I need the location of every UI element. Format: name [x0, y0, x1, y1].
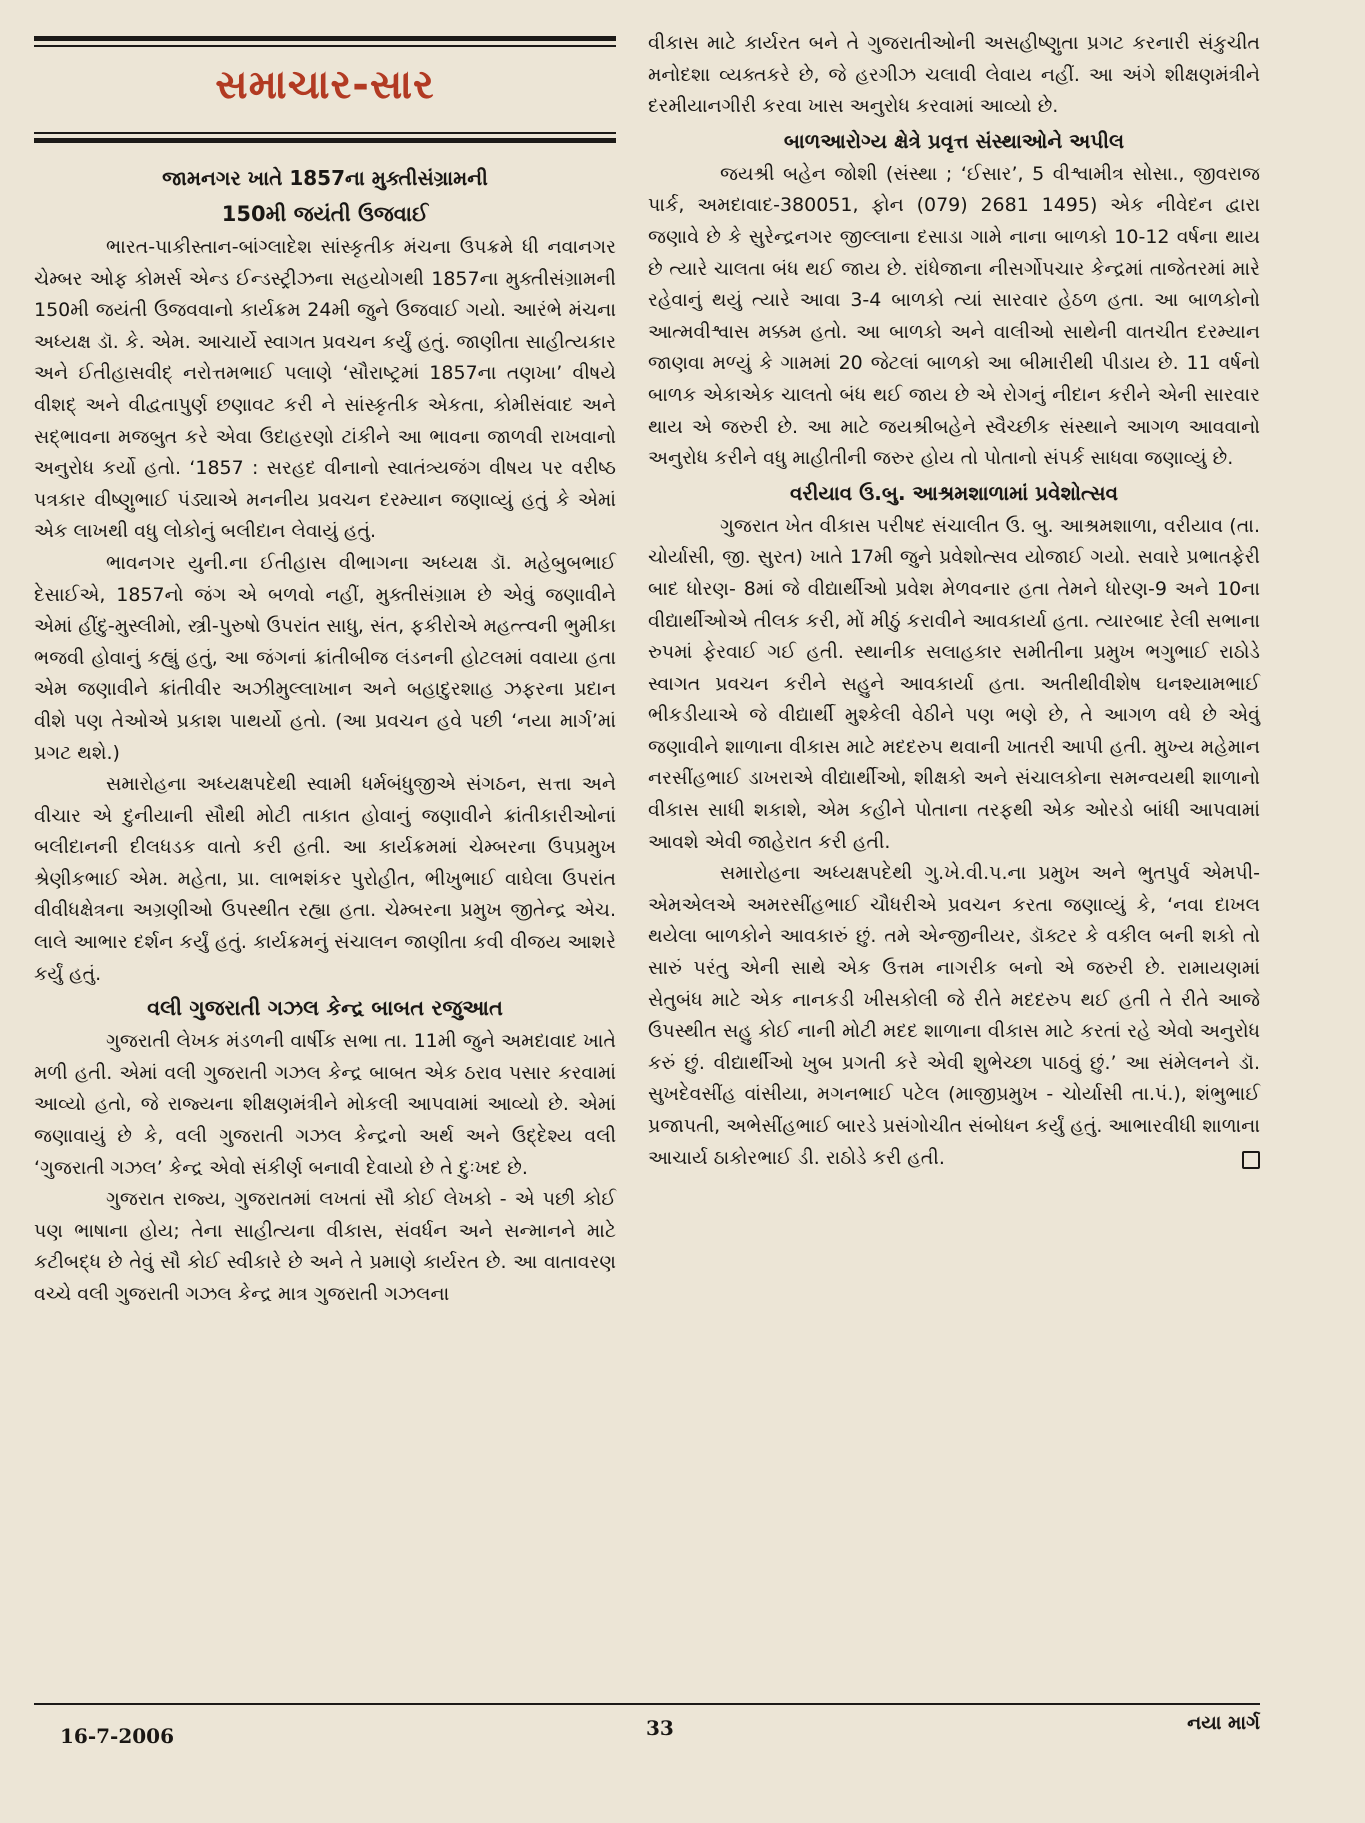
right-column-text: [648, 28, 1260, 1174]
article4-paragraph-1: ગુજરાત ખેત વીકાસ પરીષદ સંચાલીત ઉ. બુ. આશ્રમશાળા, વરીયાવ (તા. ચોર્યાસી, જી. સુરત) ખાતે 17મી જુને પ્રવેશોત્સવ યોજાઈ ગયો. સવારે પ્રભાતફેરી બાદ ધોરણ- 8માં જે વીદ્યાર્થીઓ પ્રવેશ મેળવનાર હતા તેમને ધોરણ-9 અને 10ના વીદ્યાર્થીઓએ તીલક કરી, મોં મીઠું કરાવીને આવકાર્યા હતા. ત્યારબાદ રેલી સભાના રુપમાં ફેરવાઈ ગઈ હતી. સ્થાનીક સલાહકાર સમીતીના પ્રમુખ ભગુભાઈ રાઠોડે સ્વાગત પ્રવચન કરીને સહુને આવકાર્યા હતા. અતીથીવીશેષ ઘનશ્યામભાઈ ભીકડીયાએ જે વીદ્યાર્થી મુશ્કેલી વેઠીને પણ ભણે છે, તે આગળ વધે છે એવું જણાવીને શાળાના વીકાસ માટે મદદરુપ થવાની ખાતરી આપી હતી. મુખ્ય મહેમાન નરસીંહભાઈ ડાખરાએ વીદ્યાર્થીઓ, શીક્ષકો અને સંચાલકોના સમન્વયથી શાળાનો વીકાસ સાધી શકાશે, એમ કહીને પોતાના તરફથી એક ઓરડો બાંધી આપવામાં આવશે એવી જાહેરાત કરી હતી.: [648, 514, 1260, 853]
article2-paragraph-2: ગુજરાત રાજ્ય, ગુજરાતમાં લખતાં સૌ કોઈ લેખકો - એ પછી કોઈ પણ ભાષાના હોય; તેના સાહીત્યના વીકાસ, સંવર્ધન અને સન્માનને માટે કટીબદ્ધ છે તેવું સૌ કોઈ સ્વીકારે છે અને તે પ્રમાણે કાર્યરત છે. આ વાતાવરણ વચ્ચે વલી ગુજરાતી ગઝલ કેન્દ્ર માત્ર ગુજરાતી ગઝલના: [34, 1188, 616, 1305]
article1-paragraph-1: ભારત-પાકીસ્તાન-બાંગ્લાદેશ સાંસ્કૃતીક મંચના ઉપક્રમે ધી નવાનગર ચેમ્બર ઓફ કોમર્સ એન્ડ ઈન્ડસ્ટ્રીઝના સહયોગથી 1857ના મુક્તીસંગ્રામની 150મી જયંતી ઉજવવાનો કાર્યક્રમ 24મી જુને ઉજવાઈ ગયો. આરંભે મંચના અધ્યક્ષ ડૉ. કે. એમ. આચાર્યે સ્વાગત પ્રવચન કર્યું હતું. જાણીતા સાહીત્યકાર અને ઈતીહાસવીદ્ નરોત્તમભાઈ પલાણે ‘સૌરાષ્ટ્રમાં 1857ના તણખા’ વીષયે વીશદ્ અને વીદ્વતાપુર્ણ છણાવટ કરી ને સાંસ્કૃતીક એકતા, કોમીસંવાદ અને સદ્ભાવના મજબુત કરે એવા ઉદાહરણો ટાંકીને આ ભાવના જાળવી રાખવાનો અનુરોધ કર્યો હતો. ‘1857 : સરહદ વીનાનો સ્વાતંત્ર્યજંગ વીષય પર વરીષ્ઠ પત્રકાર વીષ્ણુભાઈ પંડ્યાએ મનનીય પ્રવચન દરમ્યાન જણાવ્યું હતું કે એમાં એક લાખથી વધુ લોકોનું બલીદાન લેવાયું હતું.: [34, 236, 616, 543]
article2-paragraph-3: વીકાસ માટે કાર્યરત બને તે ગુજરાતીઓની અસહીષ્ણુતા પ્રગટ કરનારી સંકુચીત મનોદશા વ્યક્તકરે છે, જે હરગીઝ ચલાવી લેવાય નહીં. આ અંગે શીક્ષણમંત્રીને દરમીયાનગીરી કરવા ખાસ અનુરોધ કરવામાં આવ્યો છે.: [648, 32, 1260, 118]
masthead-top-rule: [34, 36, 616, 47]
article4-paragraph-2-text: સમારોહના અધ્યક્ષપદેથી ગુ.ખે.વી.પ.ના પ્રમુખ અને ભુતપુર્વ એમપી-એમએલએ અમરસીંહભાઈ ચૌધરીએ પ્રવચન કરતા જણાવ્યું કે, ‘નવા દાખલ થયેલા બાળકોને આવકારું છું. તમે એન્જીનીયર, ડૉક્ટર કે વકીલ બની શકો તો સારું પરંતુ એની સાથે એક ઉત્તમ નાગરીક બનો એ જરુરી છે. રામાયણમાં સેતુબંધ માટે એક નાનકડી ખીસકોલી જે રીતે મદદરુપ થઈ હતી તે રીતે આજે ઉપસ્થીત સહુ કોઈ નાની મોટી મદદ શાળાના વીકાસ માટે કરતાં રહે એવો અનુરોધ કરું છું. વીદ્યાર્થીઓ ખુબ પ્રગતી કરે એવી શુભેચ્છા પાઠવું છું.’ આ સંમેલનને ડૉ. સુખદેવસીંહ વાંસીયા, મગનભાઈ પટેલ (માજીપ્રમુખ - ચોર્યાસી તા.પં.), શંભુભાઈ પ્રજાપતી, અભેસીંહભાઈ બારડે પ્રસંગોચીત સંબોધન કર્યું હતું. આભારવીધી શાળાના આચાર્ય ઠાકોરભાઈ ડી. રાઠોડે કરી હતી.: [648, 862, 1260, 1169]
article4-paragraph-2: [648, 858, 1260, 1174]
article2-paragraph-1: ગુજરાતી લેખક મંડળની વાર્ષીક સભા તા. 11મી જુને અમદાવાદ ખાતે મળી હતી. એમાં વલી ગુજરાતી ગઝલ કેન્દ્ર બાબત એક ઠરાવ પસાર કરવામાં આવ્યો હતો, જે રાજ્યના શીક્ષણમંત્રીને મોકલી આપવામાં આવ્યો છે. એમાં જણાવાયું છે કે, વલી ગુજરાતી ગઝલ કેન્દ્રનો અર્થ અને ઉદ્દેશ્ય વલી ‘ગુજરાતી ગઝલ’ કેન્દ્ર એવો સંકીર્ણ બનાવી દેવાયો છે તે દુઃખદ છે.: [34, 1030, 616, 1179]
article2-headline: વલી ગુજરાતી ગઝલ કેન્દ્ર બાબત રજુઆત: [147, 996, 503, 1021]
article1-paragraph-3: સમારોહના અધ્યક્ષપદેથી સ્વામી ધર્મબંધુજીએ સંગઠન, સત્તા અને વીચાર એ દુનીયાની સૌથી મોટી તાકાત હોવાનું જણાવીને ક્રાંતીકારીઓનાં બલીદાનની દીલધડક વાતો કરી હતી. આ કાર્યક્રમમાં ચેમ્બરના ઉપપ્રમુખ શ્રેણીકભાઈ એમ. મહેતા, પ્રા. લાભશંકર પુરોહીત, ભીખુભાઈ વાઘેલા ઉપરાંત વીવીધક્ષેત્રના અગ્રણીઓ ઉપસ્થીત રહ્યા હતા. ચેમ્બરના પ્રમુખ જીતેન્દ્ર એચ. લાલે આભાર દર્શન કર્યું હતું. કાર્યક્રમનું સંચાલન જાણીતા કવી વીજય આશરે કર્યું હતું.: [34, 773, 616, 985]
article1-paragraph-2: ભાવનગર યુની.ના ઈતીહાસ વીભાગના અધ્યક્ષ ડૉ. મહેબુબભાઈ દેસાઈએ, 1857નો જંગ એ બળવો નહીં, મુક્તીસંગ્રામ છે એવું જણાવીને એમાં હીંદુ-મુસ્લીમો, સ્ત્રી-પુરુષો ઉપરાંત સાધુ, સંત, ફકીરોએ મહત્ત્વની ભુમીકા ભજવી હોવાનું કહ્યું હતું, આ જંગનાં ક્રાંતીબીજ લંડનની હોટલમાં વવાયા હતા એમ જણાવીને ક્રાંતીવીર અઝીમુલ્લાખાન અને બહાદુરશાહ ઝફરના પ્રદાન વીશે પણ તેઓએ પ્રકાશ પાથર્યો હતો. (આ પ્રવચન હવે પછી ‘નયા માર્ગ’માં પ્રગટ થશે.): [34, 551, 616, 764]
masthead-bottom-rule: [34, 132, 616, 143]
left-column-text: [34, 160, 616, 1311]
article1-headline-line1: જામનગર ખાતે 1857ના મુક્તીસંગ્રામની: [162, 166, 488, 190]
issue-date: 16-7-2006: [60, 1724, 175, 1748]
footer-rule: [34, 1703, 1260, 1705]
article1-headline-line2: 150મી જયંતી ઉજવાઈ: [221, 202, 429, 226]
magazine-name: નયા માર્ગ: [1187, 1712, 1260, 1734]
end-of-article-icon: [1242, 1151, 1260, 1169]
page-number: 33: [646, 1716, 674, 1740]
article3-headline: બાળઆરોગ્ય ક્ષેત્રે પ્રવૃત્ત સંસ્થાઓને અપીલ: [783, 128, 1125, 153]
section-title: સમાચાર-સાર: [215, 62, 435, 108]
article4-headline: વરીયાવ ઉ.બુ. આશ્રમશાળામાં પ્રવેશોત્સવ: [789, 480, 1119, 505]
article3-paragraph-1: જયશ્રી બહેન જોશી (સંસ્થા ; ‘ઈસાર’, 5 વીશ્વામીત્ર સોસા., જીવરાજ પાર્ક, અમદાવાદ-380051, ફોન (079) 2681 1495) એક નીવેદન દ્વારા જણાવે છે કે સુરેન્દ્રનગર જીલ્લાના દસાડા ગામે નાના બાળકો 10-12 વર્ષના થાય છે ત્યારે ચાલતા બંધ થઈ જાય છે. રાંધેજાના નીસર્ગોપચાર કેન્દ્રમાં તાજેતરમાં મારે રહેવાનું થયું ત્યારે આવા 3-4 બાળકો ત્યાં સારવાર હેઠળ હતા. આ બાળકોનો આત્મવીશ્વાસ મક્કમ હતો. આ બાળકો અને વાલીઓ સાથેની વાતચીત દરમ્યાન જાણવા મળ્યું કે ગામમાં 20 જેટલાં બાળકો આ બીમારીથી પીડાય છે. 11 વર્ષનો બાળક એકાએક ચાલતો બંધ થઈ જાય છે એ રોગનું નીદાન કરીને એની સારવાર થાય એ જરુરી છે. આ માટે જયશ્રીબહેને સ્વૈચ્છીક સંસ્થાને આગળ આવવાનો અનુરોધ કરીને વધુ માહીતીની જરુર હોય તો પોતાનો સંપર્ક સાધવા જણાવ્યું છે.: [648, 162, 1260, 470]
